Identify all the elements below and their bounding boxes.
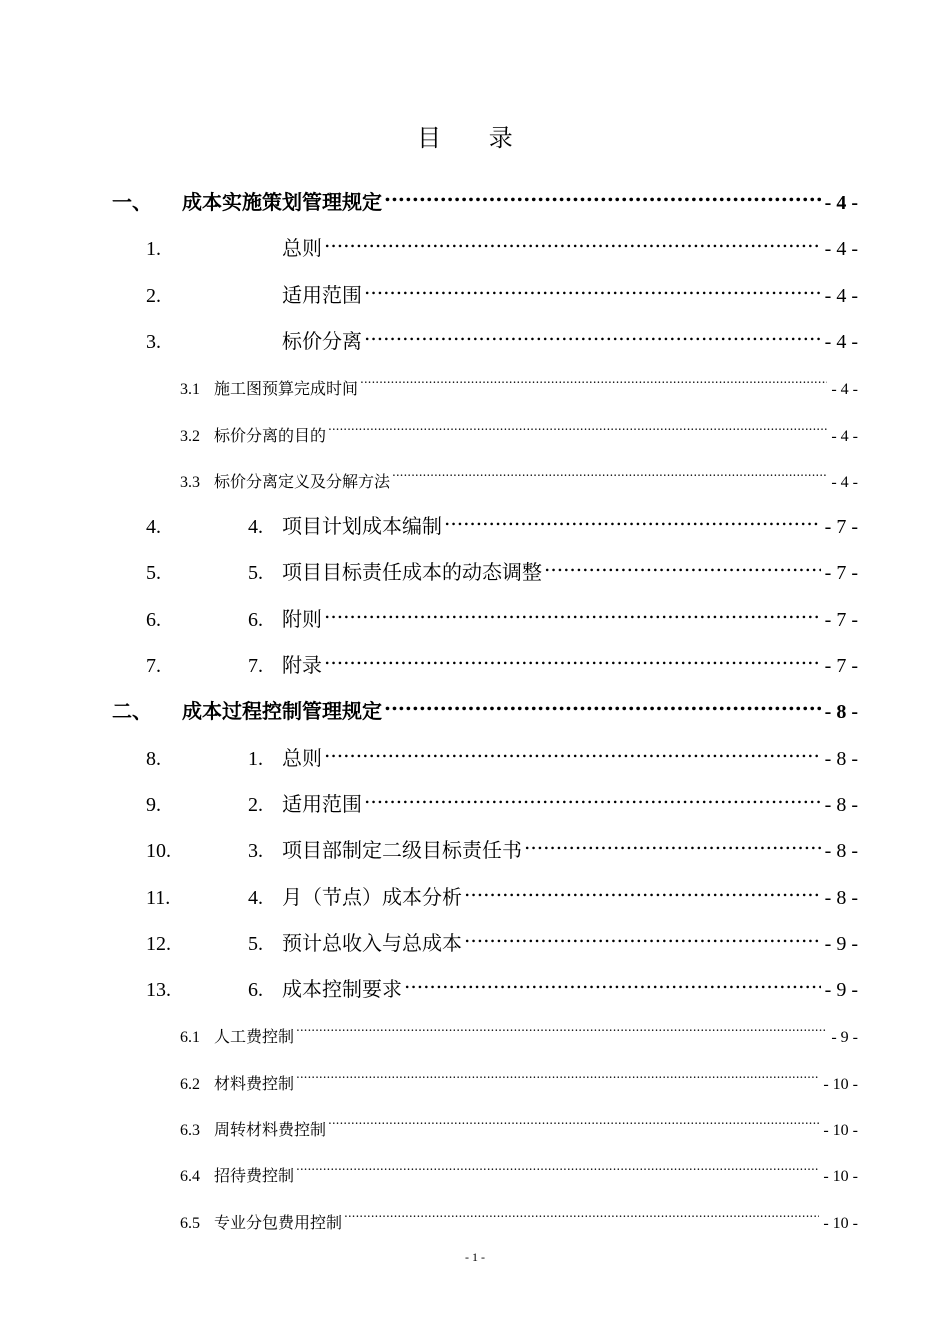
toc-entry-title: 成本实施策划管理规定 [182,190,382,214]
toc-entry-title: 预计总收入与总成本 [282,930,462,955]
toc-entry[interactable] [112,966,858,1002]
toc-entry-page-number: - 9 - [824,979,858,1002]
toc-dot-leader [328,1105,819,1135]
toc-entry-number: 3.2 [180,427,200,445]
toc-entry[interactable] [112,318,858,353]
toc-dot-leader [328,411,827,441]
toc-entry-title: 专业分包费用控制 [214,1212,343,1232]
toc-entry-subnumber: 4. [248,516,263,539]
toc-entry-title: 适用范围 [282,791,362,816]
page-title: 目 录 [417,124,533,152]
toc-entry-number: 一、 [112,190,152,214]
toc-entry[interactable] [112,642,858,677]
toc-entry-page-number: - 8 - [824,793,858,816]
toc-entry-subnumber: 4. [248,886,263,909]
toc-entry-subnumber: 2. [248,793,263,816]
toc-entry-title: 月（节点）成本分析 [282,884,462,909]
toc-entry-number: 12. [146,932,171,955]
toc-dot-leader [324,225,821,255]
toc-entry[interactable] [112,503,858,539]
toc-entry-subnumber: 6. [248,608,263,631]
toc-entry-page-number: - 4 - [824,238,858,261]
toc-dot-leader [324,735,821,765]
toc-dot-leader [364,272,821,302]
toc-entry-title: 施工图预算完成时间 [214,379,359,399]
toc-entry[interactable] [112,1105,858,1139]
toc-dot-leader [324,642,821,672]
toc-entry-page-number: - 4 - [831,473,858,491]
toc-entry-page-number: - 9 - [831,1029,858,1047]
toc-dot-leader [364,781,821,811]
toc-entry[interactable] [112,1059,858,1093]
toc-entry-subnumber: 5. [248,932,263,955]
toc-entry[interactable] [112,364,858,399]
toc-entry-page-number: - 7 - [824,608,858,631]
toc-entry-number: 4. [146,516,161,539]
toc-entry-number: 6.3 [180,1122,200,1139]
toc-dot-leader [296,1151,819,1181]
toc-entry-title: 总则 [282,236,322,261]
toc-dot-leader [384,688,821,718]
toc-entry-page-number: - 4 - [824,284,858,307]
toc-entry-page-number: - 8 - [824,886,858,909]
toc-entry-page-number: - 10 - [823,1122,858,1139]
toc-entry[interactable] [112,1198,858,1232]
toc-entry-title: 标价分离 [282,328,362,353]
toc-entry-number: 3.3 [180,473,200,491]
toc-entry-number: 6.4 [180,1168,200,1186]
toc-entry-number: 13. [146,979,171,1002]
toc-dot-leader [404,966,821,996]
toc-entry[interactable] [112,225,858,261]
toc-dot-leader [324,596,821,626]
toc-dot-leader [296,1012,827,1042]
toc-entry-page-number: - 7 - [824,516,858,539]
toc-entry-title: 周转材料费控制 [214,1120,327,1139]
toc-entry-page-number: - 7 - [824,655,858,677]
toc-dot-leader [524,827,821,857]
toc-entry[interactable] [112,920,858,955]
toc-entry-subnumber: 1. [248,747,263,770]
toc-entry-page-number: - 4 - [831,427,858,445]
toc-entry-number: 6.5 [180,1214,200,1232]
toc-entry-number: 7. [146,655,161,677]
toc-entry-page-number: - 4 - [831,381,858,399]
toc-entry-page-number: - 10 - [823,1168,858,1186]
toc-entry-number: 3.1 [180,381,200,399]
toc-entry-number: 2. [146,284,161,307]
toc-entry[interactable] [112,874,858,909]
toc-entry[interactable] [112,457,858,491]
toc-dot-leader [544,549,821,579]
toc-entry-title: 成本控制要求 [282,977,402,1002]
toc-entry-page-number: - 8 - [824,840,858,863]
toc-entry-number: 6.1 [180,1029,200,1047]
toc-entry-number: 6. [146,608,161,631]
toc-entry[interactable] [112,549,858,585]
toc-entry-subnumber: 3. [248,840,263,863]
toc-entry[interactable] [112,596,858,631]
toc-entry-title: 项目计划成本编制 [282,514,442,539]
toc-entry-number: 5. [146,562,161,585]
toc-dot-leader [444,503,821,533]
toc-entry[interactable] [112,1151,858,1186]
toc-entry-number: 6.2 [180,1075,200,1093]
toc-dot-leader [464,874,821,904]
toc-entry-number: 8. [146,747,161,770]
toc-entry-title: 附录 [282,653,322,677]
page-number-footer: - 1 - [465,1250,485,1264]
toc-entry-page-number: - 4 - [824,330,858,353]
toc-dot-leader [464,920,821,950]
toc-entry-title: 总则 [282,745,322,770]
toc-entry-title: 招待费控制 [214,1166,295,1186]
toc-entry-number: 3. [146,330,161,353]
toc-entry-number: 10. [146,840,171,863]
toc-entry-subnumber: 7. [248,655,263,677]
toc-dot-leader [364,318,821,348]
toc-entry-title: 人工费控制 [214,1027,295,1047]
toc-entry-title: 标价分离的目的 [214,425,327,445]
toc-entry[interactable] [112,781,858,816]
toc-entry-title: 项目目标责任成本的动态调整 [282,560,542,585]
toc-entry[interactable] [112,827,858,863]
toc-entry-subnumber: 5. [248,562,263,585]
toc-entry-number: 11. [146,886,171,909]
toc-entry-page-number: - 10 - [823,1075,858,1093]
toc-entry-page-number: - 10 - [823,1214,858,1232]
toc-entry-number: 1. [146,238,161,261]
toc-dot-leader [392,457,827,487]
toc-entry-title: 适用范围 [282,282,362,307]
toc-entry-title: 材料费控制 [214,1073,295,1093]
toc-entry-page-number: - 7 - [824,562,858,585]
toc-dot-leader [344,1198,819,1228]
toc-entry[interactable] [112,1012,858,1047]
toc-entry-page-number: - 8 - [824,701,858,724]
toc-entry-title: 成本过程控制管理规定 [182,699,382,724]
toc-dot-leader [360,364,827,394]
toc-entry-number: 9. [146,793,161,816]
toc-entry-number: 二、 [112,699,152,724]
toc-entry-title: 附则 [282,606,322,631]
toc-entry-title: 标价分离定义及分解方法 [214,471,391,491]
toc-dot-leader [384,179,821,209]
toc-entry-title: 项目部制定二级目标责任书 [282,838,522,863]
toc-entry[interactable] [112,411,858,445]
toc-entry[interactable] [112,179,858,214]
toc-entry[interactable] [112,688,858,724]
toc-entry-subnumber: 6. [248,979,263,1002]
toc-entry[interactable] [112,735,858,770]
toc-entry-page-number: - 4 - [824,192,858,214]
toc-entry-page-number: - 8 - [824,747,858,770]
toc-entry[interactable] [112,272,858,307]
toc-entry-page-number: - 9 - [824,932,858,955]
toc-dot-leader [296,1059,819,1089]
